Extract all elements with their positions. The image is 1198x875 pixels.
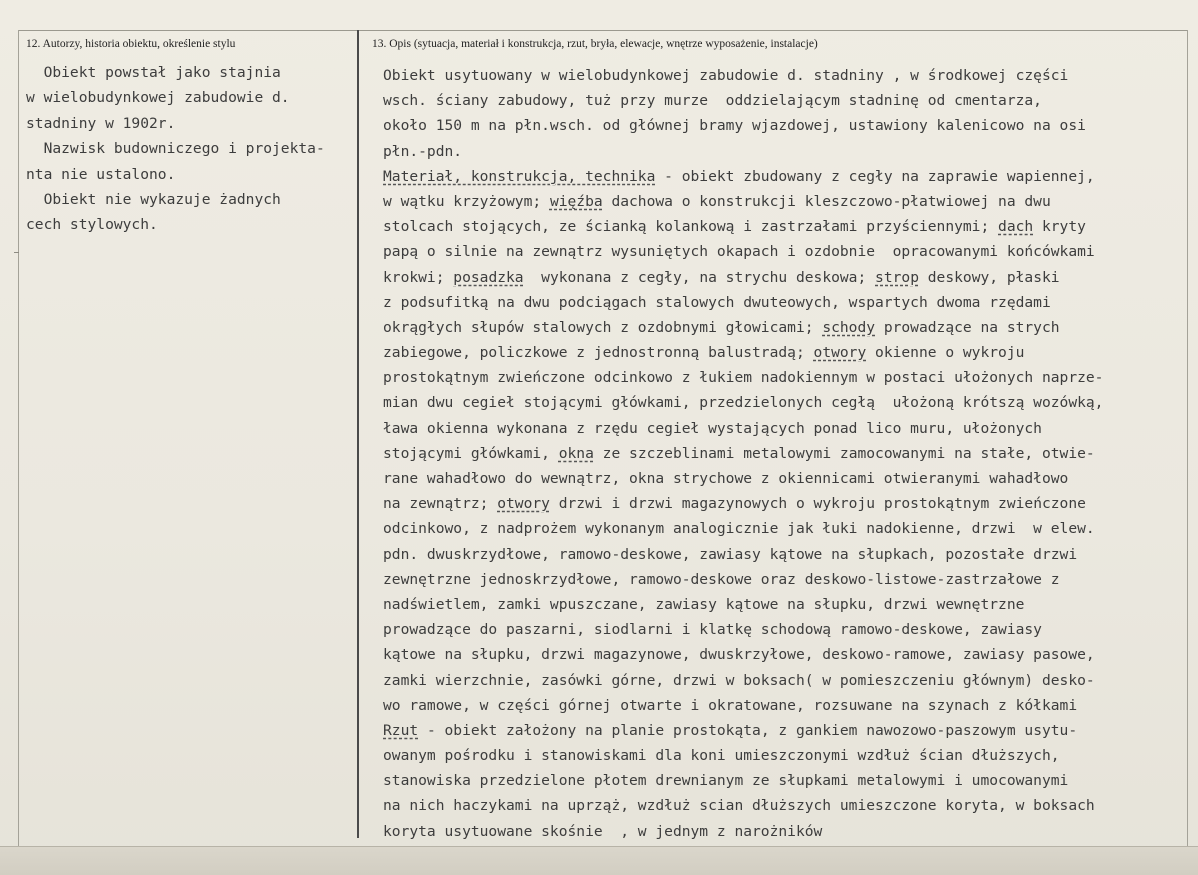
field-13-line xyxy=(383,365,1183,390)
line-segment: nadświetlem, zamki wpuszczane, zawiasy kątowe na słupku, drzwi wewnętrzne xyxy=(383,595,1025,613)
line-segment: płn.-pdn. xyxy=(383,142,463,160)
field-13-line xyxy=(383,139,1183,164)
line-segment: w wątku krzyżowym; xyxy=(383,192,550,210)
field-12-text xyxy=(26,60,356,238)
field-13-line xyxy=(383,466,1183,491)
field-13-line xyxy=(383,567,1183,592)
line-segment: okienne o wykroju xyxy=(866,344,1025,362)
line-segment: Obiekt usytuowany w wielobudynkowej zabudowie d. stadniny , w środkowej części xyxy=(383,67,1069,84)
line-segment: krokwi; xyxy=(383,268,454,286)
field-13-line xyxy=(383,542,1183,567)
line-segment: stanowiska przedzielone płotem drewnianym ze słupkami metalowymi i umocowanymi xyxy=(383,772,1069,790)
column-divider xyxy=(357,30,359,838)
field-13-line xyxy=(383,63,1183,88)
line-segment: stolcach stojących, ze ścianką kolankową i zastrzałami przyściennymi; xyxy=(383,218,999,236)
line-segment: papą o silnie na zewnątrz wysuniętych okapach i ozdobnie opracowanymi końcówkami xyxy=(383,243,1095,261)
field-12-line: Obiekt powstał jako stajnia xyxy=(26,64,281,81)
section-keyword: otwory xyxy=(497,495,550,513)
field-13-line xyxy=(383,340,1183,365)
form-left-border xyxy=(18,30,19,850)
section-keyword: dach xyxy=(998,218,1034,236)
line-segment: zamki wierzchnie, zasówki górne, drzwi w boksach( w pomieszczeniu głównym) desko- xyxy=(383,671,1095,689)
field-12-label: 12. Autorzy, historia obiektu, określenie stylu xyxy=(26,38,236,50)
line-segment: koryta usytuowane skośnie , w jednym z narożników xyxy=(383,822,823,840)
margin-mark xyxy=(14,252,19,253)
line-segment: prowadzące na strych xyxy=(875,318,1060,336)
field-13-line xyxy=(383,88,1183,113)
field-12-line: Obiekt nie wykazuje żadnych xyxy=(26,190,281,208)
line-segment: na nich haczykami na uprząż, wzdłuż scian dłuższych umieszczone koryta, w boksach xyxy=(383,797,1095,815)
line-segment: wo ramowe, w części górnej otwarte i okratowane, rozsuwane na szynach z kółkami xyxy=(383,696,1078,714)
field-13-line xyxy=(383,315,1183,340)
section-keyword: więźba xyxy=(549,192,603,210)
section-keyword: okna xyxy=(558,444,594,462)
field-13-line xyxy=(383,189,1183,214)
field-13-line xyxy=(383,743,1183,768)
paper-bottom-edge xyxy=(0,846,1198,875)
line-segment: owanym pośrodku i stanowiskami dla koni umieszczonymi wzdłuż ścian dłuższych, xyxy=(383,747,1060,765)
form-top-border xyxy=(18,30,1188,31)
field-13-label: 13. Opis (sytuacja, materiał i konstrukcja, rzut, bryła, elewacje, wnętrze wyposażenie, instalacje) xyxy=(372,38,818,50)
line-segment: prowadzące do paszarni, siodlarni i klatkę schodową ramowo-deskowe, zawiasy xyxy=(383,621,1042,639)
line-segment: odcinkowo, z nadprożem wykonanym analogicznie jak łuki nadokienne, drzwi w elew. xyxy=(383,520,1095,538)
section-keyword: schody xyxy=(822,318,876,336)
line-segment: - obiekt założony na planie prostokąta, z gankiem nawozowo-paszowym usytu- xyxy=(418,721,1078,739)
field-13-line xyxy=(383,290,1183,315)
line-segment: zabiegowe, policzkowe z jednostronną balustradą; xyxy=(383,344,814,362)
field-13-line xyxy=(383,642,1183,667)
line-segment: stojącymi główkami, xyxy=(383,444,559,462)
line-segment: z podsufitką na dwu podciągach stalowych dwuteowych, wspartych dwoma rzędami xyxy=(383,293,1051,311)
line-segment: ława okienna wykonana z rzędu cegieł wystających ponad lico muru, ułożonych xyxy=(383,419,1042,437)
field-13-line xyxy=(383,113,1183,138)
field-13-line xyxy=(383,617,1183,642)
line-segment: zewnętrzne jednoskrzydłowe, ramowo-deskowe oraz deskowo-listowe-zastrzałowe z xyxy=(383,570,1060,588)
line-segment: - obiekt zbudowany z cegły na zaprawie wapiennej, xyxy=(655,167,1095,185)
line-segment: wykonana z cegły, na strychu deskowa; xyxy=(523,268,876,286)
line-segment: na zewnątrz; xyxy=(383,495,498,513)
line-segment: drzwi i drzwi magazynowych o wykroju prostokątnym zwieńczone xyxy=(549,495,1086,513)
field-13-line xyxy=(383,793,1183,818)
line-segment: dachowa o konstrukcji kleszczowo-płatwiowej na dwu xyxy=(602,192,1051,210)
field-12-line: w wielobudynkowej zabudowie d. xyxy=(26,89,290,107)
section-keyword: otwory xyxy=(813,344,867,362)
field-13-line xyxy=(383,441,1183,466)
field-13-line xyxy=(383,693,1183,718)
line-segment: okrągłych słupów stalowych z ozdobnymi głowicami; xyxy=(383,318,823,336)
field-12-line: stadniny w 1902r. xyxy=(26,114,176,132)
field-13-line xyxy=(383,164,1183,189)
field-12-line: Nazwisk budowniczego i projekta- xyxy=(26,140,325,158)
field-13-text xyxy=(383,63,1183,844)
field-13-line xyxy=(383,239,1183,264)
field-12-line: nta nie ustalono. xyxy=(26,165,176,183)
field-13-line xyxy=(383,516,1183,541)
field-13-line xyxy=(383,718,1183,743)
line-segment: kątowe na słupku, drzwi magazynowe, dwuskrzyłowe, deskowo-ramowe, zawiasy pasowe, xyxy=(383,646,1095,664)
line-segment: prostokątnym zwieńczone odcinkowo z łukiem nadokiennym w postaci ułożonych naprze- xyxy=(383,369,1104,387)
field-13-line xyxy=(383,416,1183,441)
line-segment: około 150 m na płn.wsch. od głównej bramy wjazdowej, ustawiony kalenicowo na osi xyxy=(383,117,1086,135)
line-segment: rane wahadłowo do wewnątrz, okna strychowe z okiennicami otwieranymi wahadłowo xyxy=(383,470,1069,487)
field-13-line xyxy=(383,265,1183,290)
line-segment: pdn. dwuskrzydłowe, ramowo-deskowe, zawiasy kątowe na słupkach, pozostałe drzwi xyxy=(383,545,1078,563)
field-12-line: cech stylowych. xyxy=(26,216,158,234)
line-segment: deskowy, płaski xyxy=(918,268,1060,286)
field-13-line xyxy=(383,491,1183,516)
field-13-line xyxy=(383,592,1183,617)
line-segment: ze szczeblinami metalowymi zamocowanymi na stałe, otwie- xyxy=(593,444,1095,462)
field-13-line xyxy=(383,214,1183,239)
line-segment: kryty xyxy=(1033,218,1086,236)
section-keyword: posadzka xyxy=(453,268,524,286)
field-13-line xyxy=(383,390,1183,415)
line-segment: wsch. ściany zabudowy, tuż przy murze oddzielającym stadninę od cmentarza, xyxy=(383,92,1042,110)
field-13-line xyxy=(383,668,1183,693)
line-segment: mian dwu cegieł stojącymi główkami, przedzielonych cegłą ułożoną krótszą wozówką, xyxy=(383,394,1104,412)
field-13-line xyxy=(383,768,1183,793)
section-keyword: Materiał, konstrukcja, technika xyxy=(383,167,656,185)
form-right-border xyxy=(1187,30,1188,850)
section-keyword: Rzut xyxy=(383,721,419,739)
field-13-line xyxy=(383,819,1183,844)
section-keyword: strop xyxy=(875,268,919,286)
